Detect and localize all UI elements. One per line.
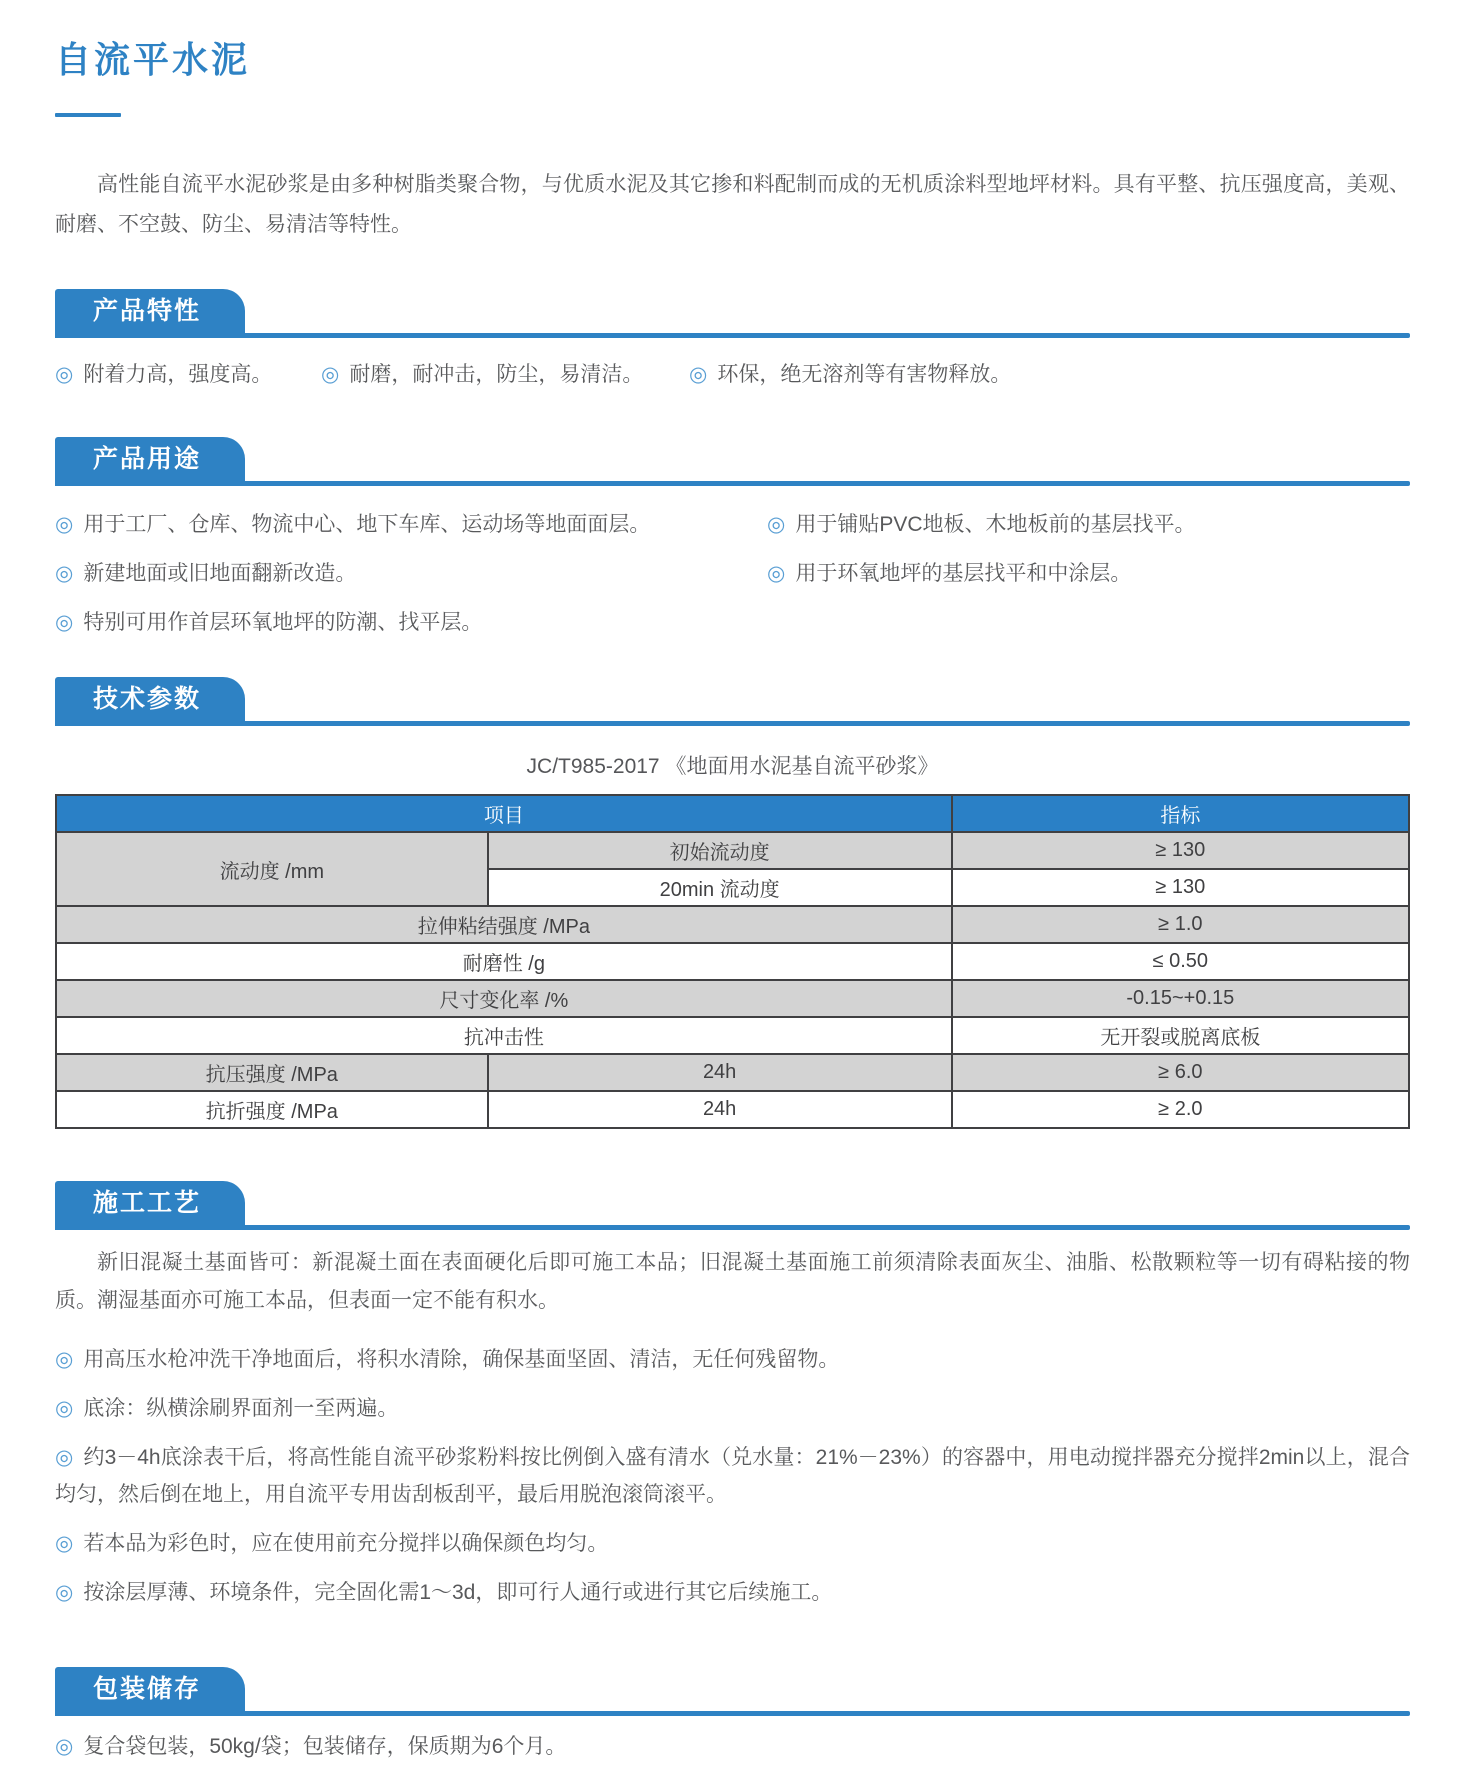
- list-item: [55, 1574, 1410, 1611]
- spec-cell-label: 抗折强度 /MPa: [56, 1091, 488, 1128]
- use-text: 用于工厂、仓库、物流中心、地下车库、运动场等地面面层。: [83, 513, 651, 537]
- uses-list: [55, 494, 1410, 641]
- packaging-text: 复合袋包装，50kg/袋；包装储存，保质期为6个月。: [83, 1735, 567, 1759]
- spec-cell-value: ≥ 130: [952, 832, 1409, 869]
- list-item: [55, 604, 767, 641]
- list-item: [55, 1341, 1410, 1378]
- table-row: [56, 1091, 1409, 1128]
- section-tab-packaging: 包装储存: [55, 1667, 245, 1711]
- spec-cell-label: 耐磨性 /g: [56, 943, 952, 980]
- bullet-icon: ◎: [55, 1348, 74, 1372]
- spec-cell-sub: 20min 流动度: [488, 869, 952, 906]
- table-row: [56, 906, 1409, 943]
- table-row: [56, 980, 1409, 1017]
- intro-paragraph: 高性能自流平水泥砂浆是由多种树脂类聚合物，与优质水泥及其它掺和料配制而成的无机质涂料型地坪材料。具有平整、抗压强度高，美观、耐磨、不空鼓、防尘、易清洁等特性。: [55, 173, 1410, 237]
- list-item: [55, 555, 767, 592]
- list-item: [689, 356, 1011, 393]
- bullet-icon: ◎: [767, 513, 786, 537]
- bullet-icon: ◎: [767, 562, 786, 586]
- spec-cell-value: ≥ 6.0: [952, 1054, 1409, 1091]
- section-divider-line: [55, 721, 1410, 726]
- process-step-text: 用高压水枪冲洗干净地面后，将积水清除，确保基面坚固、清洁，无任何残留物。: [83, 1348, 840, 1372]
- section-tab-specs: 技术参数: [55, 677, 245, 721]
- uses-right-column: [767, 494, 1410, 641]
- title-underline: [55, 113, 121, 117]
- list-item: [55, 1728, 1410, 1765]
- section-tab-uses: 产品用途: [55, 437, 245, 481]
- section-packaging: [55, 1667, 1410, 1765]
- spec-cell-label: 拉伸粘结强度 /MPa: [56, 906, 952, 943]
- bullet-icon: ◎: [55, 1735, 74, 1759]
- table-row: [56, 1017, 1409, 1054]
- bullet-icon: ◎: [55, 513, 74, 537]
- process-paragraph: 新旧混凝土基面皆可：新混凝土面在表面硬化后即可施工本品；旧混凝土基面施工前须清除表面灰尘、油脂、松散颗粒等一切有碍粘接的物质。潮湿基面亦可施工本品，但表面一定不能有积水。: [55, 1251, 1410, 1313]
- features-list: [55, 356, 1410, 393]
- bullet-icon: ◎: [55, 1581, 74, 1605]
- section-tab-features: 产品特性: [55, 289, 245, 333]
- spec-cell-value: ≥ 2.0: [952, 1091, 1409, 1128]
- process-step-text: 若本品为彩色时，应在使用前充分搅拌以确保颜色均匀。: [83, 1532, 609, 1556]
- section-divider-line: [55, 1711, 1410, 1716]
- list-item: [55, 1439, 1410, 1513]
- spec-cell-value: ≥ 130: [952, 869, 1409, 906]
- table-row: [56, 832, 1409, 869]
- standard-reference: JC/T985-2017 《地面用水泥基自流平砂浆》: [526, 755, 939, 779]
- bullet-icon: ◎: [55, 1397, 74, 1421]
- spec-cell-label: 尺寸变化率 /%: [56, 980, 952, 1017]
- bullet-icon: ◎: [55, 363, 74, 387]
- spec-cell-sub: 初始流动度: [488, 832, 952, 869]
- section-uses: [55, 437, 1410, 641]
- section-divider-line: [55, 481, 1410, 486]
- section-features: [55, 289, 1410, 393]
- bullet-icon: ◎: [55, 562, 74, 586]
- use-text: 特别可用作首层环氧地坪的防潮、找平层。: [83, 611, 483, 635]
- feature-text: 耐磨，耐冲击，防尘，易清洁。: [349, 363, 644, 387]
- list-item: [55, 506, 767, 543]
- bullet-icon: ◎: [689, 363, 708, 387]
- use-text: 用于铺贴PVC地板、木地板前的基层找平。: [795, 513, 1196, 537]
- section-header: [55, 1667, 1410, 1716]
- spec-cell-label: 抗冲击性: [56, 1017, 952, 1054]
- table-row: [56, 1054, 1409, 1091]
- bullet-icon: ◎: [321, 363, 340, 387]
- section-header: [55, 289, 1410, 338]
- list-item: [55, 1525, 1410, 1562]
- header-cell-item: 项目: [56, 795, 952, 832]
- feature-text: 环保，绝无溶剂等有害物释放。: [717, 363, 1012, 387]
- spec-cell-sub: 24h: [488, 1054, 952, 1091]
- spec-cell-sub: 24h: [488, 1091, 952, 1128]
- list-item: [55, 1390, 1410, 1427]
- feature-text: 附着力高，强度高。: [83, 363, 273, 387]
- section-divider-line: [55, 333, 1410, 338]
- section-specs: [55, 677, 1410, 1129]
- process-step-text: 底涂：纵横涂刷界面剂一至两遍。: [83, 1397, 399, 1421]
- section-header: [55, 677, 1410, 726]
- header-cell-index: 指标: [952, 795, 1409, 832]
- section-process: [55, 1181, 1410, 1611]
- use-text: 新建地面或旧地面翻新改造。: [83, 562, 357, 586]
- process-step-text: 约3－4h底涂表干后，将高性能自流平砂浆粉料按比例倒入盛有清水（兑水量：21%－23%）的容器中，用电动搅拌器充分搅拌2min以上，混合均匀，然后倒在地上，用自流平专用齿刮板刮平，最后用脱泡滚筒滚平。: [55, 1446, 1410, 1507]
- list-item: [55, 356, 321, 393]
- section-divider-line: [55, 1225, 1410, 1230]
- page-title: 自流平水泥: [55, 39, 251, 81]
- table-header-row: [56, 795, 1409, 832]
- section-tab-process: 施工工艺: [55, 1181, 245, 1225]
- process-step-text: 按涂层厚薄、环境条件，完全固化需1～3d，即可行人通行或进行其它后续施工。: [83, 1581, 833, 1605]
- spec-cell-group: 流动度 /mm: [56, 832, 488, 906]
- bullet-icon: ◎: [55, 1532, 74, 1556]
- bullet-icon: ◎: [55, 611, 74, 635]
- list-item: [767, 506, 1410, 543]
- specs-table: [55, 794, 1410, 1129]
- spec-cell-value: ≤ 0.50: [952, 943, 1409, 980]
- section-header: [55, 1181, 1410, 1230]
- use-text: 用于环氧地坪的基层找平和中涂层。: [795, 562, 1132, 586]
- spec-cell-value: 无开裂或脱离底板: [952, 1017, 1409, 1054]
- list-item: [321, 356, 689, 393]
- spec-cell-value: -0.15~+0.15: [952, 980, 1409, 1017]
- table-row: [56, 943, 1409, 980]
- spec-cell-label: 抗压强度 /MPa: [56, 1054, 488, 1091]
- uses-left-column: [55, 494, 767, 641]
- spec-cell-value: ≥ 1.0: [952, 906, 1409, 943]
- list-item: [767, 555, 1410, 592]
- section-header: [55, 437, 1410, 486]
- bullet-icon: ◎: [55, 1446, 74, 1470]
